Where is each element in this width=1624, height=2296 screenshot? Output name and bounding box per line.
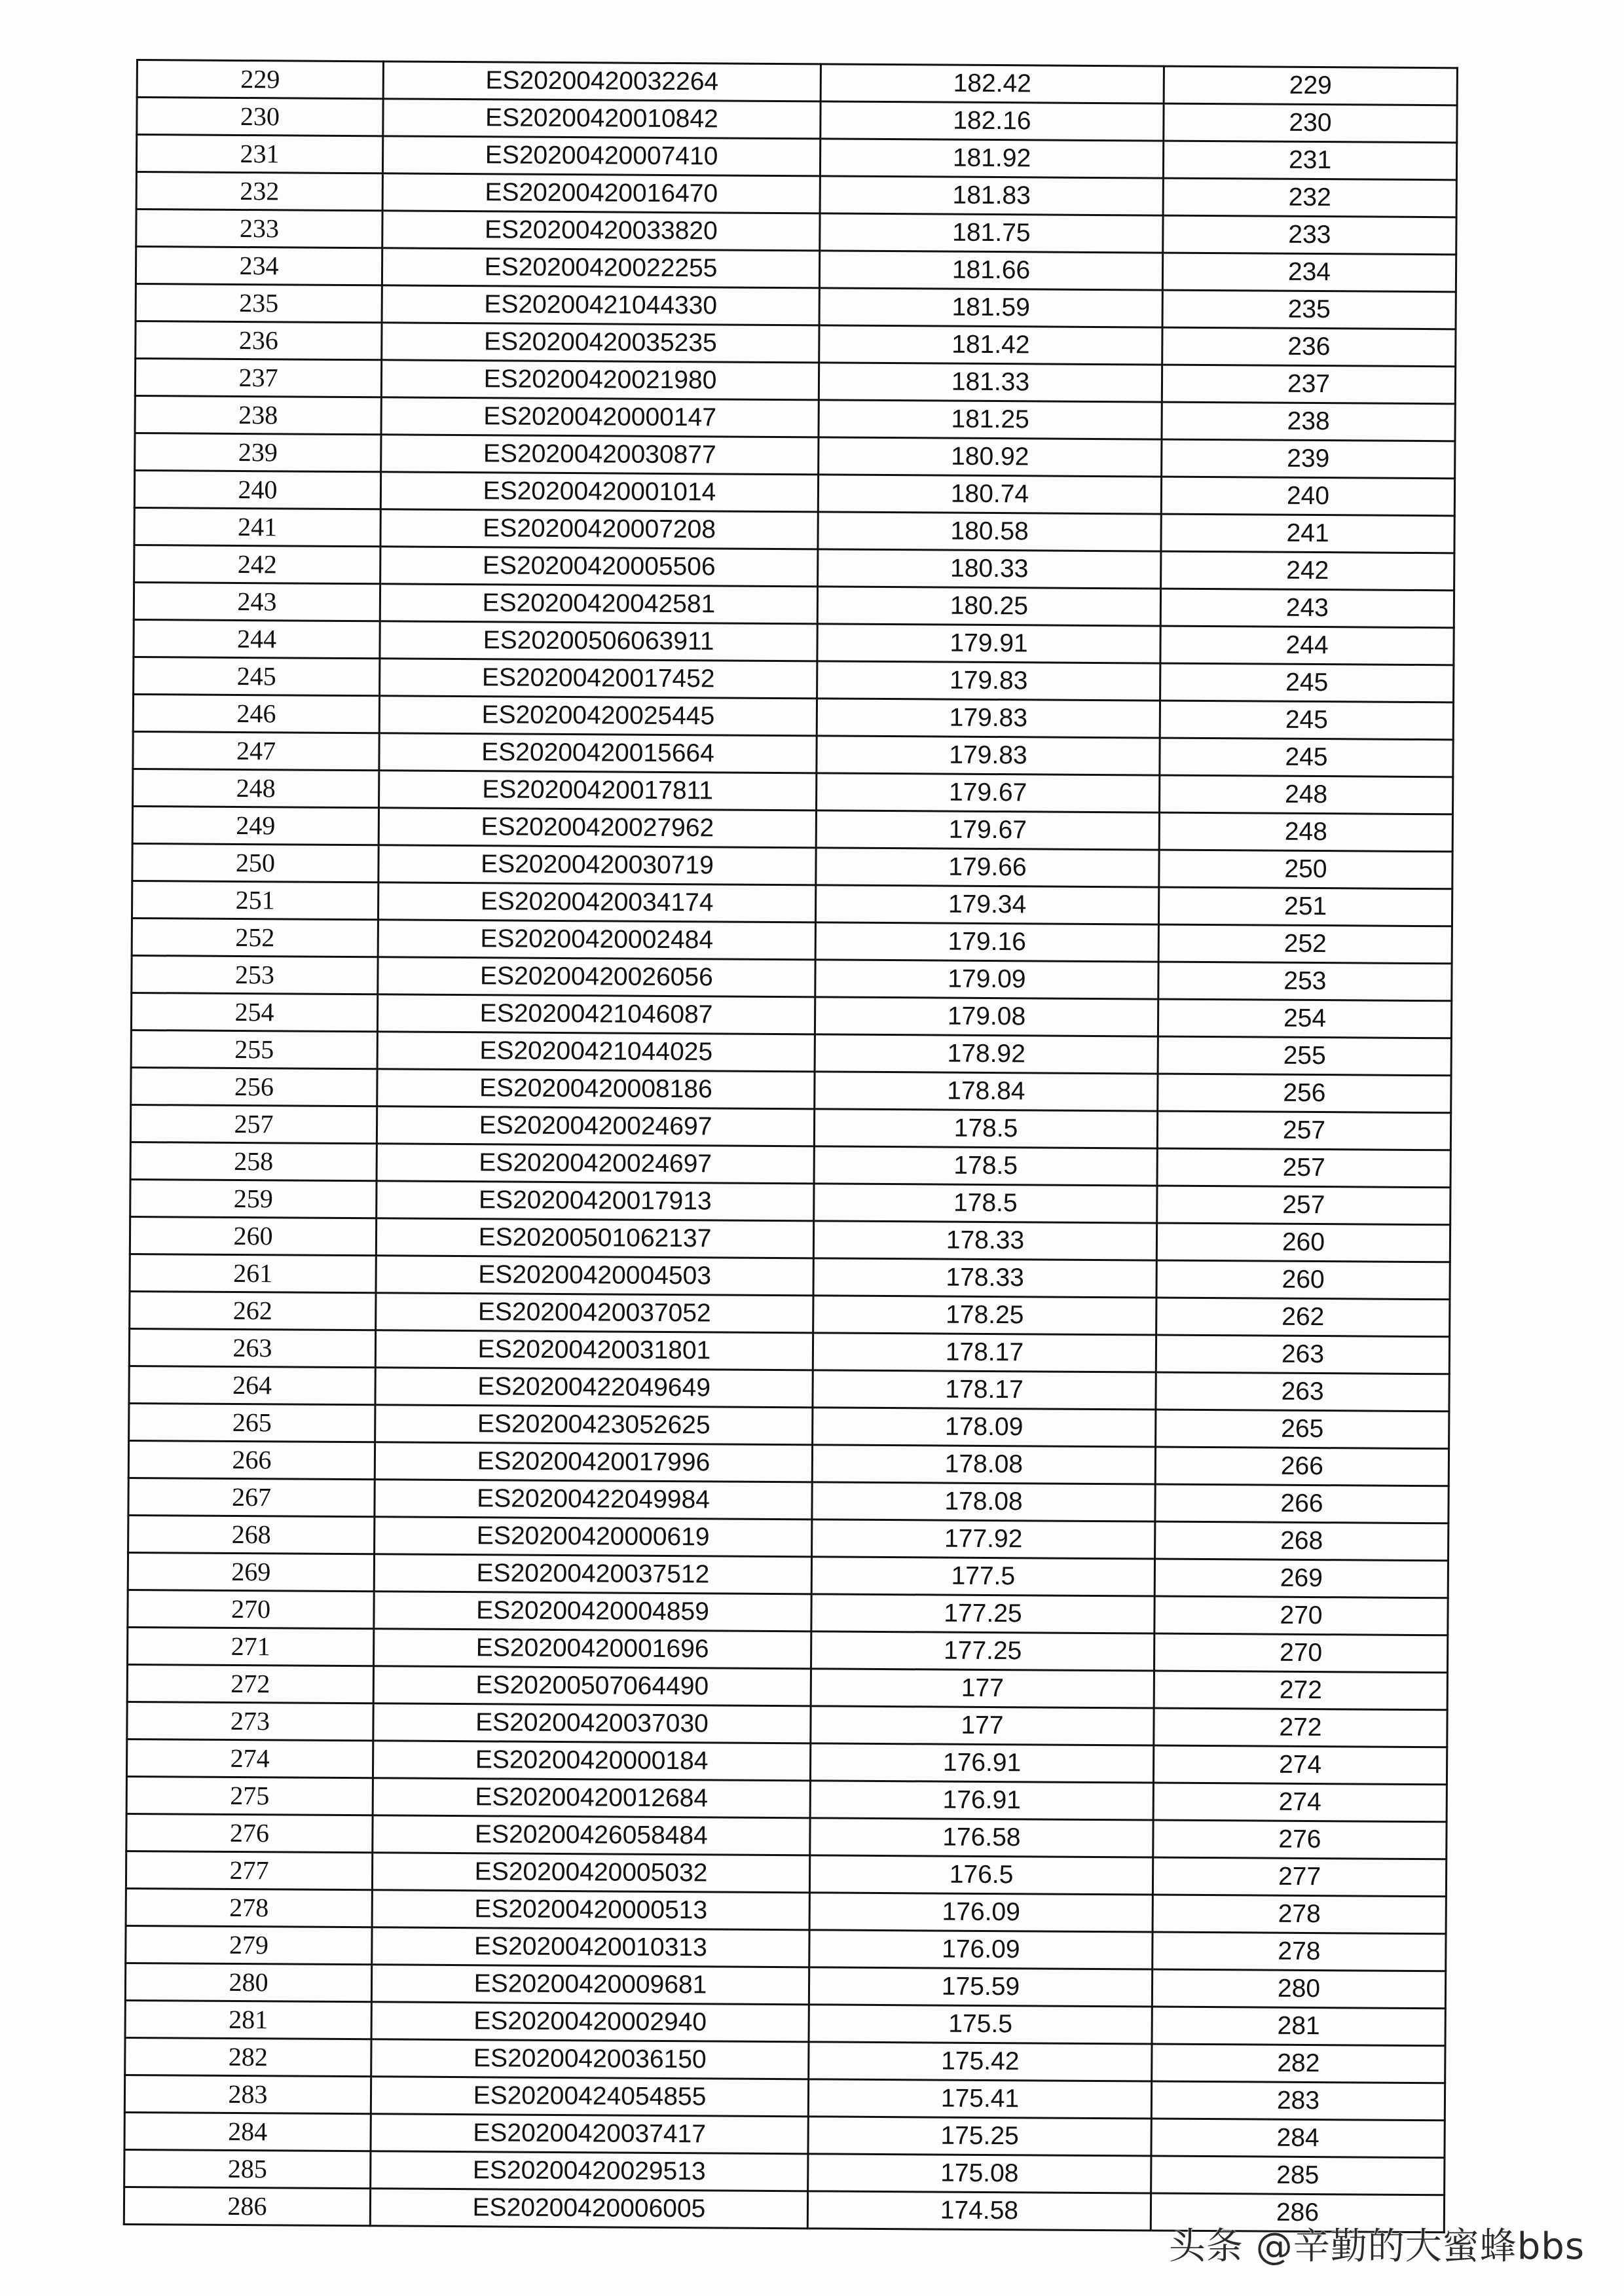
exam-id-cell: ES20200420000619 — [375, 1517, 812, 1557]
exam-id-cell: ES20200420037512 — [374, 1554, 811, 1594]
rank-cell: 245 — [1160, 663, 1454, 702]
exam-id-cell: ES20200420042581 — [380, 584, 817, 624]
exam-id-cell: ES20200420017452 — [380, 659, 817, 699]
row-number-cell: 241 — [134, 507, 380, 546]
exam-id-cell: ES20200421044330 — [382, 285, 819, 325]
rank-cell: 280 — [1152, 1969, 1445, 2009]
score-cell: 179.16 — [815, 922, 1158, 962]
exam-id-cell: ES20200420016470 — [382, 173, 820, 213]
rank-cell: 230 — [1164, 103, 1457, 143]
row-number-cell: 243 — [134, 582, 380, 621]
rank-cell: 232 — [1163, 178, 1456, 217]
score-cell: 178.17 — [813, 1370, 1156, 1410]
score-cell: 181.42 — [819, 325, 1162, 365]
exam-id-cell: ES20200420007410 — [382, 136, 820, 176]
rank-cell: 265 — [1156, 1410, 1449, 1449]
rank-cell: 274 — [1153, 1783, 1447, 1822]
rank-cell: 243 — [1160, 589, 1454, 628]
exam-id-cell: ES20200420012684 — [373, 1778, 810, 1818]
exam-id-cell: ES20200420025445 — [379, 696, 817, 736]
score-cell: 178.08 — [812, 1482, 1155, 1522]
exam-id-cell: ES20200420037052 — [376, 1293, 813, 1333]
rank-cell: 277 — [1153, 1857, 1446, 1897]
score-cell: 182.16 — [821, 101, 1164, 141]
row-number-cell: 285 — [124, 2149, 371, 2188]
exam-id-cell: ES20200420017996 — [375, 1442, 812, 1482]
exam-id-cell: ES20200420022255 — [382, 248, 819, 288]
rank-cell: 262 — [1156, 1298, 1450, 1337]
row-number-cell: 232 — [136, 172, 382, 211]
score-cell: 175.25 — [808, 2117, 1151, 2156]
rank-cell: 238 — [1162, 402, 1455, 441]
row-number-cell: 283 — [124, 2075, 371, 2113]
rank-cell: 257 — [1157, 1148, 1450, 1188]
row-number-cell: 255 — [131, 1030, 377, 1068]
score-cell: 177.92 — [812, 1520, 1155, 1559]
exam-id-cell: ES20200420006005 — [370, 2189, 807, 2229]
score-cell: 178.5 — [814, 1184, 1157, 1223]
score-cell: 178.92 — [815, 1034, 1158, 1074]
exam-id-cell: ES20200420005506 — [380, 547, 818, 587]
row-number-cell: 235 — [136, 284, 382, 323]
row-number-cell: 252 — [132, 918, 378, 957]
score-cell: 179.08 — [815, 997, 1158, 1036]
row-number-cell: 238 — [135, 395, 381, 434]
exam-id-cell: ES20200420008186 — [377, 1069, 815, 1109]
exam-id-cell: ES20200501062137 — [376, 1218, 813, 1258]
row-number-cell: 257 — [130, 1104, 377, 1143]
rank-cell: 283 — [1151, 2081, 1445, 2121]
rank-cell: 245 — [1160, 738, 1453, 777]
exam-id-cell: ES20200420034174 — [378, 883, 815, 922]
rank-cell: 251 — [1158, 887, 1452, 926]
rank-cell: 284 — [1151, 2119, 1445, 2158]
exam-id-cell: ES20200507064490 — [373, 1666, 811, 1706]
exam-id-cell: ES20200422049649 — [375, 1368, 813, 1408]
row-number-cell: 231 — [136, 135, 382, 173]
score-cell: 178.08 — [812, 1445, 1155, 1484]
score-cell: 180.25 — [817, 587, 1160, 626]
rank-cell: 282 — [1152, 2044, 1445, 2083]
row-number-cell: 250 — [132, 843, 378, 882]
row-number-cell: 277 — [126, 1851, 372, 1889]
score-cell: 181.33 — [819, 363, 1162, 402]
exam-id-cell: ES20200420009681 — [371, 1965, 809, 2005]
score-cell: 179.66 — [816, 848, 1159, 887]
score-cell: 181.83 — [820, 176, 1163, 215]
row-number-cell: 276 — [126, 1813, 373, 1852]
rank-cell: 253 — [1158, 962, 1452, 1001]
rank-cell: 233 — [1163, 215, 1456, 255]
row-number-cell: 279 — [126, 1925, 372, 1964]
score-cell: 178.33 — [813, 1221, 1156, 1260]
row-number-cell: 239 — [135, 433, 381, 471]
score-cell: 179.67 — [817, 773, 1160, 812]
score-cell: 180.33 — [818, 549, 1161, 589]
rank-cell: 281 — [1152, 2007, 1445, 2046]
score-cell: 175.41 — [808, 2079, 1151, 2119]
row-number-cell: 249 — [132, 806, 378, 845]
score-cell: 176.09 — [809, 1930, 1153, 1969]
exam-id-cell: ES20200420030877 — [381, 435, 819, 475]
rank-cell: 274 — [1153, 1745, 1447, 1785]
row-number-cell: 251 — [132, 881, 378, 919]
row-number-cell: 256 — [131, 1067, 377, 1106]
rank-cell: 276 — [1153, 1820, 1447, 1859]
score-cell: 178.5 — [814, 1146, 1157, 1186]
row-number-cell: 263 — [129, 1328, 375, 1367]
row-number-cell: 275 — [126, 1776, 373, 1815]
exam-id-cell: ES20200423052625 — [375, 1405, 813, 1445]
exam-id-cell: ES20200420000184 — [373, 1741, 810, 1781]
exam-id-cell: ES20200426058484 — [373, 1815, 810, 1855]
score-cell: 181.25 — [819, 400, 1162, 439]
exam-id-cell: ES20200420032264 — [383, 62, 821, 101]
score-cell: 181.66 — [819, 251, 1162, 290]
rank-cell: 278 — [1153, 1932, 1446, 1971]
results-table — [123, 59, 1458, 2233]
score-cell: 178.84 — [815, 1072, 1158, 1111]
score-cell: 181.59 — [819, 288, 1162, 327]
row-number-cell: 260 — [130, 1216, 376, 1255]
rank-cell: 257 — [1157, 1111, 1450, 1150]
exam-id-cell: ES20200420035235 — [382, 323, 819, 363]
score-cell: 182.42 — [821, 64, 1164, 103]
exam-id-cell: ES20200421046087 — [377, 994, 815, 1034]
row-number-cell: 253 — [132, 955, 378, 994]
exam-id-cell: ES20200420029513 — [371, 2151, 808, 2191]
row-number-cell: 282 — [125, 2037, 371, 2076]
exam-id-cell: ES20200420005032 — [372, 1853, 809, 1893]
score-cell: 179.83 — [817, 699, 1160, 738]
row-number-cell: 267 — [128, 1478, 375, 1516]
exam-id-cell: ES20200420030719 — [378, 845, 816, 885]
score-cell: 180.92 — [819, 437, 1162, 477]
row-number-cell: 274 — [126, 1739, 373, 1777]
rank-cell: 270 — [1154, 1596, 1448, 1635]
score-cell: 179.09 — [815, 960, 1158, 999]
row-number-cell: 236 — [136, 321, 382, 360]
rank-cell: 229 — [1164, 66, 1457, 105]
score-cell: 177.25 — [811, 1631, 1154, 1671]
score-cell: 175.5 — [809, 2005, 1152, 2044]
score-cell: 176.91 — [810, 1781, 1153, 1820]
exam-id-cell: ES20200420004859 — [374, 1592, 811, 1631]
row-number-cell: 286 — [124, 2187, 370, 2225]
score-cell: 180.74 — [818, 475, 1161, 514]
row-number-cell: 244 — [134, 619, 380, 658]
rank-cell: 285 — [1151, 2156, 1445, 2195]
row-number-cell: 281 — [125, 2000, 371, 2039]
exam-id-cell: ES20200420015664 — [379, 733, 817, 773]
row-number-cell: 229 — [137, 60, 383, 99]
score-cell: 179.67 — [816, 811, 1159, 850]
exam-id-cell: ES20200420033820 — [382, 211, 820, 251]
exam-id-cell: ES20200420000147 — [381, 397, 819, 437]
exam-id-cell: ES20200506063911 — [380, 621, 817, 661]
score-cell: 181.75 — [820, 213, 1163, 253]
exam-id-cell: ES20200420036150 — [371, 2039, 809, 2079]
row-number-cell: 258 — [130, 1142, 377, 1180]
rank-cell: 231 — [1163, 141, 1456, 180]
rank-cell: 242 — [1161, 551, 1454, 591]
exam-id-cell: ES20200420037030 — [373, 1704, 811, 1743]
score-cell: 176.5 — [809, 1855, 1153, 1895]
rank-cell: 256 — [1158, 1074, 1451, 1113]
rank-cell: 263 — [1156, 1335, 1449, 1374]
score-cell: 179.34 — [815, 885, 1158, 924]
row-number-cell: 248 — [133, 769, 379, 807]
rank-cell: 236 — [1162, 327, 1456, 367]
row-number-cell: 245 — [134, 657, 380, 695]
exam-id-cell: ES20200424054855 — [371, 2077, 808, 2117]
row-number-cell: 284 — [124, 2112, 371, 2151]
row-number-cell: 254 — [131, 993, 377, 1031]
score-cell: 179.83 — [817, 661, 1160, 701]
rank-cell: 257 — [1157, 1186, 1450, 1225]
rank-cell: 237 — [1162, 365, 1455, 404]
results-table-body — [124, 60, 1457, 2232]
score-cell: 179.83 — [817, 736, 1160, 775]
rank-cell: 234 — [1162, 253, 1456, 292]
rank-cell: 272 — [1154, 1671, 1447, 1710]
row-number-cell: 272 — [127, 1664, 373, 1703]
score-cell: 177.25 — [811, 1594, 1154, 1633]
row-number-cell: 269 — [128, 1552, 374, 1591]
rank-cell: 272 — [1154, 1708, 1447, 1747]
rank-cell: 241 — [1161, 514, 1454, 553]
rank-cell: 266 — [1155, 1447, 1449, 1486]
exam-id-cell: ES20200422049984 — [375, 1480, 812, 1520]
row-number-cell: 280 — [125, 1963, 371, 2001]
score-cell: 178.5 — [814, 1109, 1157, 1148]
row-number-cell: 230 — [137, 98, 383, 136]
exam-id-cell: ES20200420007208 — [380, 509, 818, 549]
rank-cell: 266 — [1155, 1484, 1449, 1523]
exam-id-cell: ES20200420017811 — [379, 771, 817, 811]
score-cell: 178.33 — [813, 1258, 1156, 1298]
exam-id-cell: ES20200420037417 — [371, 2114, 808, 2154]
row-number-cell: 273 — [127, 1702, 373, 1740]
rank-cell: 250 — [1159, 850, 1452, 889]
exam-id-cell: ES20200420024697 — [377, 1106, 814, 1146]
row-number-cell: 234 — [136, 247, 382, 285]
exam-id-cell: ES20200420002484 — [378, 920, 815, 960]
score-cell: 177.5 — [811, 1557, 1154, 1596]
rank-cell: 248 — [1159, 812, 1452, 852]
exam-id-cell: ES20200420001014 — [380, 472, 818, 512]
exam-id-cell: ES20200420002940 — [371, 2002, 809, 2042]
score-cell: 175.08 — [808, 2154, 1151, 2193]
score-cell: 175.42 — [809, 2042, 1152, 2081]
rank-cell: 252 — [1158, 924, 1452, 964]
row-number-cell: 233 — [136, 210, 382, 248]
rank-cell: 286 — [1151, 2193, 1444, 2232]
rank-cell: 270 — [1154, 1633, 1447, 1673]
exam-id-cell: ES20200420000513 — [372, 1890, 809, 1930]
score-cell: 176.58 — [810, 1818, 1153, 1857]
exam-id-cell: ES20200420004503 — [376, 1256, 813, 1296]
score-cell: 178.09 — [813, 1408, 1156, 1447]
row-number-cell: 270 — [128, 1590, 374, 1628]
watermark-text: 头条 @辛勤的大蜜蜂bbs — [1168, 2225, 1585, 2268]
exam-id-cell: ES20200421044025 — [377, 1032, 815, 1072]
rank-cell: 278 — [1153, 1895, 1446, 1934]
rank-cell: 235 — [1162, 290, 1456, 329]
score-cell: 181.92 — [820, 139, 1163, 178]
score-cell: 177 — [811, 1669, 1154, 1708]
row-number-cell: 268 — [128, 1515, 375, 1554]
score-cell: 176.09 — [809, 1893, 1153, 1932]
score-cell: 178.25 — [813, 1296, 1156, 1335]
exam-id-cell: ES20200420017913 — [377, 1181, 814, 1221]
score-cell: 180.58 — [818, 512, 1161, 551]
exam-id-cell: ES20200420027962 — [378, 808, 816, 848]
exam-id-cell: ES20200420010842 — [383, 99, 821, 139]
rank-cell: 260 — [1156, 1223, 1450, 1262]
row-number-cell: 237 — [135, 359, 381, 397]
exam-id-cell: ES20200420026056 — [378, 957, 815, 997]
rank-cell: 255 — [1158, 1036, 1451, 1076]
row-number-cell: 247 — [133, 731, 379, 770]
score-cell: 177 — [811, 1706, 1154, 1745]
score-cell: 179.91 — [817, 624, 1160, 663]
exam-id-cell: ES20200420010313 — [372, 1927, 809, 1967]
rank-cell: 260 — [1156, 1260, 1450, 1300]
rank-cell: 263 — [1156, 1372, 1449, 1412]
row-number-cell: 278 — [126, 1888, 372, 1927]
rank-cell: 254 — [1158, 999, 1451, 1038]
rank-cell: 245 — [1160, 701, 1453, 740]
row-number-cell: 246 — [133, 694, 379, 733]
rank-cell: 239 — [1162, 439, 1455, 479]
row-number-cell: 240 — [134, 470, 380, 509]
row-number-cell: 266 — [128, 1440, 375, 1479]
exam-id-cell: ES20200420031801 — [375, 1330, 813, 1370]
row-number-cell: 262 — [130, 1291, 376, 1330]
rank-cell: 244 — [1160, 626, 1454, 665]
row-number-cell: 265 — [129, 1403, 375, 1442]
row-number-cell: 261 — [130, 1254, 376, 1292]
exam-id-cell: ES20200420024697 — [377, 1144, 814, 1184]
rank-cell: 248 — [1159, 775, 1452, 814]
row-number-cell: 264 — [129, 1366, 375, 1404]
score-cell: 174.58 — [807, 2191, 1151, 2231]
score-cell: 178.17 — [813, 1333, 1156, 1372]
row-number-cell: 259 — [130, 1179, 377, 1218]
rank-cell: 269 — [1154, 1559, 1448, 1598]
row-number-cell: 271 — [128, 1627, 374, 1666]
score-cell: 175.59 — [809, 1967, 1152, 2007]
score-cell: 176.91 — [810, 1743, 1153, 1783]
rank-cell: 268 — [1155, 1522, 1449, 1561]
exam-id-cell: ES20200420021980 — [381, 360, 819, 400]
row-number-cell: 242 — [134, 545, 380, 583]
rank-cell: 240 — [1161, 477, 1454, 516]
exam-id-cell: ES20200420001696 — [374, 1629, 811, 1669]
